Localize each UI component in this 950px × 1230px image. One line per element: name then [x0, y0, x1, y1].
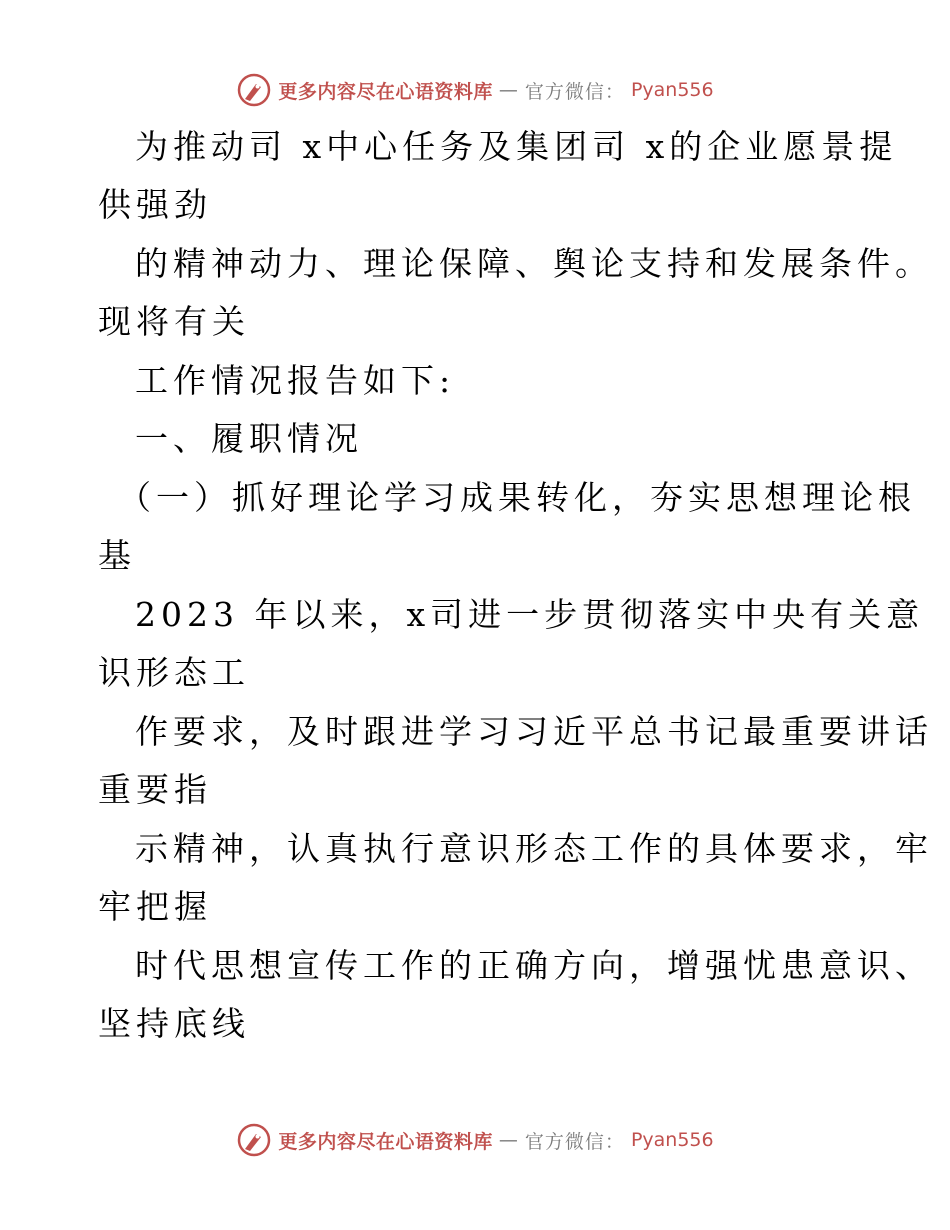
subsection-heading: （一）抓好理论学习成果转化，夯实思想理论根 — [118, 478, 916, 517]
watermark-label: 官方微信： — [524, 80, 625, 103]
watermark-separator: — — [498, 79, 519, 101]
text-line: 2023 年以来，x司进一步贯彻落实中央有关意 — [135, 595, 925, 634]
watermark-id: Pyan556 — [630, 1129, 714, 1151]
watermark-brand: 更多内容尽在心语资料库 — [278, 1130, 493, 1153]
text-line: 示精神，认真执行意识形态工作的具体要求，牢 — [135, 829, 933, 868]
pen-nib-circle-icon — [236, 1122, 272, 1158]
watermark-id: Pyan556 — [630, 79, 714, 101]
text-line: 基 — [98, 536, 136, 575]
text-line: 供强劲 — [98, 185, 212, 224]
watermark-separator: — — [498, 1129, 519, 1151]
watermark-label: 官方微信： — [524, 1130, 625, 1153]
text-line: 工作情况报告如下: — [135, 361, 456, 400]
text-line: 的精神动力、理论保障、舆论支持和发展条件。 — [135, 244, 933, 283]
text-line: 作要求，及时跟进学习习近平总书记最重要讲话 — [135, 712, 933, 751]
text-line: 为推动司 x中心任务及集团司 x的企业愿景提 — [135, 127, 898, 166]
section-heading: 一、履职情况 — [135, 419, 363, 458]
footer-watermark — [0, 1120, 950, 1160]
text-line: 现将有关 — [98, 302, 250, 341]
watermark-brand: 更多内容尽在心语资料库 — [278, 80, 493, 103]
text-line: 坚持底线 — [98, 1004, 250, 1043]
text-line: 重要指 — [98, 770, 212, 809]
text-line: 识形态工 — [98, 653, 250, 692]
text-line: 时代思想宣传工作的正确方向，增强忧患意识、 — [135, 946, 933, 985]
pen-nib-circle-icon — [236, 72, 272, 108]
text-line: 牢把握 — [98, 887, 212, 926]
header-watermark — [0, 70, 950, 110]
